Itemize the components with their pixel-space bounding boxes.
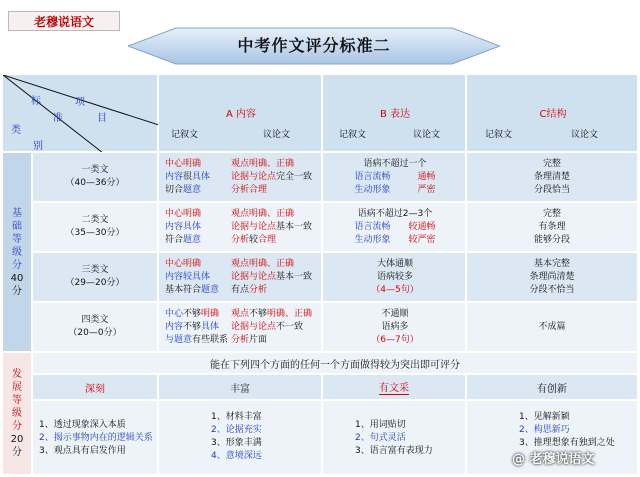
content-argument-text: 片面: [249, 335, 268, 345]
dev-item-text: 1、材料丰富: [211, 412, 262, 422]
header-b-left: 记叙文: [339, 130, 367, 140]
content-narrative-text: 内容具体: [165, 222, 202, 232]
dev-item-text: 2、句式灵活: [355, 433, 406, 443]
content-argument-line: [231, 171, 312, 184]
content-narrative-text: 基本符合: [165, 285, 202, 295]
content-narrative-text: 中心明确: [165, 159, 202, 169]
content-argument-line: [231, 184, 312, 197]
dev-item-line: [211, 437, 262, 450]
dev-item-line: [519, 424, 615, 437]
content-narrative-line: [165, 321, 228, 334]
content-argument-line: [231, 271, 312, 284]
header-c-title: C结构: [539, 109, 567, 120]
dev-item-text: 1、见解新颖: [519, 412, 570, 422]
content-argument-line: [231, 284, 312, 297]
expression-cell: [322, 252, 466, 302]
dev-item-line: [211, 450, 262, 463]
expression-line: [323, 308, 467, 321]
dev-side-6: 分: [12, 447, 22, 458]
content-narrative-text: 中心: [165, 309, 184, 319]
expression-text: [390, 222, 408, 232]
expression-text: 语病较多: [376, 272, 413, 282]
watermark: @ 老穆说语文: [512, 452, 595, 467]
content-cell: [158, 152, 322, 202]
basic-side-5: 40: [10, 272, 24, 284]
structure-cell: [466, 302, 638, 352]
content-narrative-text: 与题意: [165, 335, 193, 345]
content-argument-text: 完全一致: [276, 172, 313, 182]
structure-text: 有条理: [538, 221, 566, 232]
content-narrative-line: [165, 184, 210, 197]
expression-line: [323, 171, 467, 184]
corner-xiang: 项: [75, 97, 85, 108]
content-cell: [158, 302, 322, 352]
expression-text: 语病不超过2—3个: [357, 209, 433, 219]
corner-diagonals: [3, 75, 159, 153]
grade-name: 三类文: [81, 265, 109, 275]
dev-item-line: [211, 411, 262, 424]
corner-zhun: 准: [53, 113, 63, 124]
corner-cell: [2, 74, 158, 152]
dev-side-4: 分: [12, 421, 22, 432]
expression-text: [390, 185, 417, 195]
dev-item-text: 3、形象丰满: [211, 438, 262, 448]
dev-side-2: 等: [12, 395, 22, 406]
header-a-left: 记叙文: [171, 130, 199, 140]
content-argument-text: 合理: [258, 235, 277, 245]
content-narrative-line: [165, 158, 210, 171]
expression-text: 不通顺: [381, 309, 409, 319]
content-narrative-text: 题意: [201, 285, 220, 295]
dev-item-text: 2、论据充实: [211, 425, 262, 435]
expression-cell: [322, 202, 466, 252]
grade-label: [32, 302, 158, 352]
dev-item-text: 1、用词贴切: [355, 420, 406, 430]
content-narrative-text: 切合: [165, 185, 184, 195]
dev-side-1: 展: [12, 382, 22, 393]
content-argument-text: 不够: [249, 309, 268, 319]
header-b: [322, 74, 466, 152]
expression-cell: [322, 302, 466, 352]
content-narrative-text: 内容: [165, 172, 184, 182]
content-narrative-text: 题意: [183, 235, 202, 245]
content-argument-text: 较: [249, 235, 259, 245]
dev-item-line: [39, 445, 153, 458]
dev-items-rich: [158, 400, 322, 475]
expression-line: [323, 208, 467, 221]
structure-text: 条理尚清楚: [529, 271, 575, 282]
structure-text: 不成篇: [538, 321, 566, 332]
expression-line: [323, 321, 467, 334]
grade-range: （20—0分）: [68, 328, 122, 338]
content-narrative-text: 很: [183, 172, 193, 182]
content-argument-line: [231, 334, 312, 347]
content-argument-line: [231, 221, 312, 234]
expression-line: [323, 258, 467, 271]
expression-text: 较严密: [408, 235, 436, 245]
expression-line: [323, 184, 467, 197]
structure-text: 分段不恰当: [529, 284, 575, 295]
title-banner: [128, 27, 500, 65]
content-narrative-line: [165, 258, 219, 271]
content-narrative-text: 内容较具体: [165, 272, 211, 282]
structure-text: 能够分段: [533, 234, 570, 245]
page-title: 中考作文评分标准二: [237, 36, 391, 55]
author-label: 老穆说语文: [8, 11, 120, 31]
content-narrative-text: 具体: [201, 322, 220, 332]
dev-item-line: [39, 419, 153, 432]
dev-item-text: 2、构思新巧: [519, 425, 570, 435]
content-narrative-text: 符合: [165, 235, 184, 245]
content-narrative-text: 中心明确: [165, 259, 202, 269]
content-argument-text: 观点明确、正确: [231, 159, 295, 169]
expression-text: 语言流畅: [354, 172, 391, 182]
expression-line: [323, 234, 467, 247]
content-argument-text: 有点: [231, 285, 250, 295]
dev-header-literary: [322, 374, 466, 400]
dev-side-0: 发: [12, 369, 22, 380]
header-c-right: 议论文: [571, 130, 599, 140]
structure-cell: [466, 152, 638, 202]
basic-side-3: 级: [12, 246, 22, 258]
dev-item-line: [211, 424, 262, 437]
content-argument-line: [231, 308, 312, 321]
expression-line: [323, 334, 467, 347]
dev-item-line: [39, 432, 153, 445]
header-a-title: A 内容: [225, 109, 257, 120]
content-argument-text: 基本一致: [276, 222, 313, 232]
content-argument-text: 分析: [249, 285, 268, 295]
expression-text: 语病多: [381, 322, 409, 332]
corner-mu: 目: [97, 113, 107, 124]
basic-side-0: 基: [12, 207, 22, 219]
content-narrative-text: 不够: [183, 322, 202, 332]
content-narrative-line: [165, 171, 210, 184]
content-narrative-line: [165, 208, 201, 221]
content-argument-line: [231, 258, 312, 271]
content-argument-text: 观点明确、正确: [231, 259, 295, 269]
structure-text: 分段恰当: [533, 184, 570, 195]
content-argument-line: [231, 234, 312, 247]
corner-bie: 别: [33, 141, 43, 152]
grade-range: （35—30分）: [65, 228, 125, 238]
dev-header-innovative: 有创新: [466, 374, 638, 400]
expression-text: 较通畅: [408, 222, 436, 232]
grade-name: 四类文: [81, 315, 109, 325]
dev-item-line: [519, 411, 615, 424]
dev-item-line: [355, 432, 433, 445]
basic-side-2: 等: [12, 233, 22, 245]
expression-cell: [322, 152, 466, 202]
grade-name: 一类文: [81, 165, 109, 175]
content-cell: [158, 252, 322, 302]
grade-label: [32, 202, 158, 252]
expression-text: 通畅: [417, 172, 436, 182]
content-narrative-line: [165, 271, 219, 284]
expression-text: 语病不超过一个: [363, 159, 427, 169]
dev-intro: 能在下列四个方面的任何一个方面做得较为突出即可评分: [32, 352, 638, 374]
content-narrative-text: 有些联系: [192, 335, 229, 345]
header-a: [158, 74, 322, 152]
content-argument-text: 论据与论点: [231, 272, 277, 282]
content-argument-text: 明确、正确: [267, 309, 313, 319]
dev-item-text: 3、语言富有表现力: [355, 446, 433, 456]
header-b-right: 议论文: [413, 130, 441, 140]
dev-item-text: 3、观点具有启发作用: [39, 446, 126, 456]
content-narrative-text: 题意: [183, 185, 202, 195]
dev-items-deep: [32, 400, 158, 475]
structure-text: 完整: [542, 158, 561, 169]
score-table: [2, 74, 638, 475]
content-narrative-text: 明确: [201, 309, 220, 319]
structure-cell: [466, 202, 638, 252]
grade-label: [32, 152, 158, 202]
expression-text: [390, 172, 417, 182]
content-narrative-text: 具体: [192, 172, 211, 182]
basic-side-6: 分: [12, 285, 22, 297]
grade-name: 二类文: [81, 215, 109, 225]
content-argument-text: 分析: [231, 335, 250, 345]
dev-side-3: 级: [12, 408, 22, 419]
content-narrative-line: [165, 308, 228, 321]
grade-range: （40—36分）: [65, 178, 125, 188]
expression-line: [323, 284, 467, 297]
dev-side-label: [2, 352, 32, 475]
dev-item-line: [355, 419, 433, 432]
content-narrative-text: 内容: [165, 322, 184, 332]
structure-cell: [466, 252, 638, 302]
dev-item-text: 2、揭示事物内在的逻辑关系: [39, 433, 153, 443]
corner-lei: 类: [11, 125, 21, 136]
content-narrative-text: 中心明确: [165, 209, 202, 219]
expression-line: [323, 158, 467, 171]
dev-item-line: [355, 445, 433, 458]
content-narrative-line: [165, 221, 201, 234]
basic-side-4: 分: [12, 259, 22, 271]
structure-text: 条理清楚: [533, 171, 570, 182]
dev-side-5: 20: [10, 434, 24, 445]
content-narrative-line: [165, 284, 219, 297]
dev-item-text: 3、推理想象有独到之处: [519, 438, 615, 448]
basic-side-label: [2, 152, 32, 352]
content-narrative-line: [165, 234, 201, 247]
expression-line: [323, 271, 467, 284]
grade-label: [32, 252, 158, 302]
dev-item-text: 4、意境深远: [211, 451, 262, 461]
expression-text: 大体通顺: [376, 259, 413, 269]
expression-text: （6—7句）: [371, 335, 419, 345]
dev-header-rich: 丰富: [158, 374, 322, 400]
expression-text: 严密: [417, 185, 436, 195]
content-narrative-text: 不够: [183, 309, 202, 319]
content-argument-text: 论据与论点: [231, 172, 277, 182]
expression-text: 语言流畅: [354, 222, 391, 232]
dev-item-text: 1、透过现象深入本质: [39, 420, 126, 430]
content-argument-text: 论据与论点: [231, 322, 277, 332]
header-c-left: 记叙文: [485, 130, 513, 140]
content-argument-text: 不一致: [276, 322, 304, 332]
content-argument-line: [231, 158, 312, 171]
content-argument-text: 基本一致: [276, 272, 313, 282]
content-argument-text: 分析: [231, 235, 250, 245]
content-argument-text: 论据与论点: [231, 222, 277, 232]
content-cell: [158, 202, 322, 252]
basic-side-1: 础: [12, 220, 22, 232]
content-argument-line: [231, 208, 312, 221]
content-argument-text: 观点: [231, 309, 250, 319]
dev-items-literary: [322, 400, 466, 475]
expression-line: [323, 221, 467, 234]
expression-text: （4—5句）: [371, 285, 419, 295]
structure-text: 基本完整: [533, 258, 570, 269]
dev-header-literary-text: 有文采: [379, 379, 409, 395]
content-argument-text: 观点明确、正确: [231, 209, 295, 219]
expression-text: 生动形象: [354, 185, 391, 195]
structure-text: 完整: [542, 208, 561, 219]
header-b-title: B 表达: [379, 109, 411, 120]
header-c: [466, 74, 638, 152]
expression-text: [390, 235, 408, 245]
grade-range: （29—20分）: [65, 278, 125, 288]
header-a-right: 议论文: [263, 130, 291, 140]
corner-biao: 标: [31, 96, 41, 107]
content-argument-line: [231, 321, 312, 334]
dev-header-deep: 深刻: [32, 374, 158, 400]
content-argument-text: 分析合理: [231, 185, 268, 195]
content-narrative-line: [165, 334, 228, 347]
expression-text: 生动形象: [354, 235, 391, 245]
